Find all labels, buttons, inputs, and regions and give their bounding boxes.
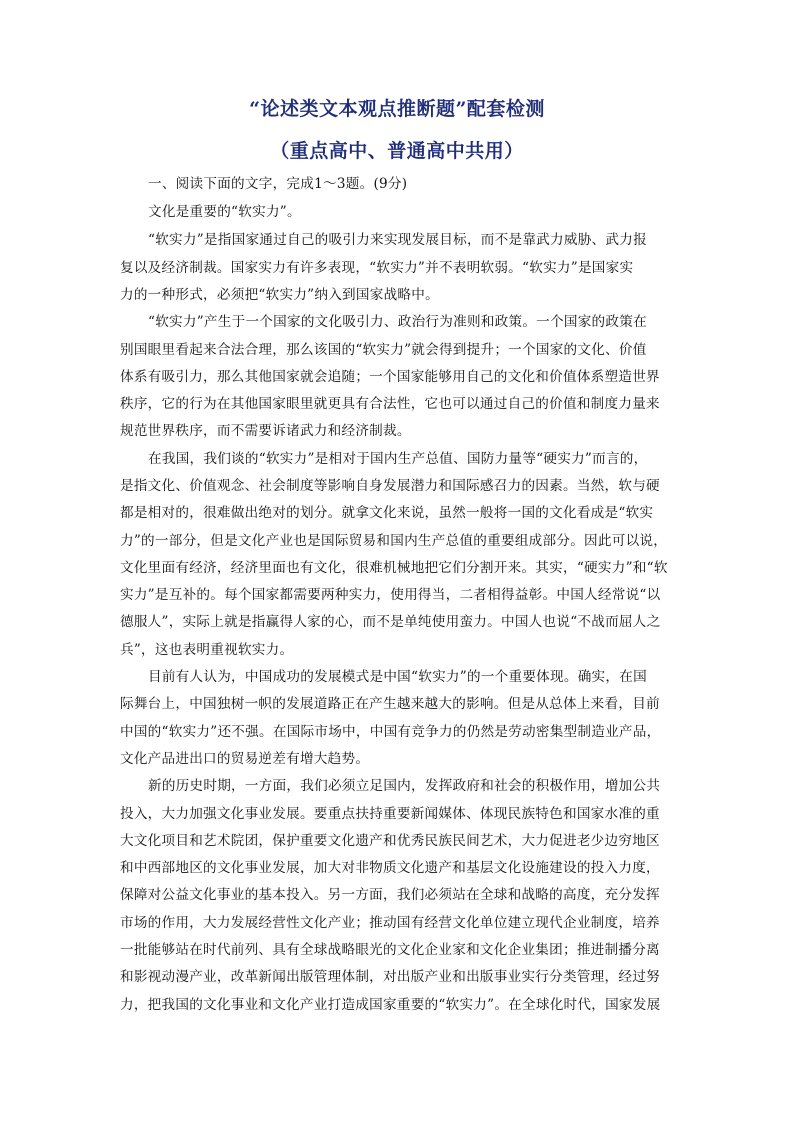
paragraph-line: 和中西部地区的文化事业发展，加大对非物质文化遗产和基层文化设施建设的投入力度， bbox=[120, 860, 660, 876]
document-title: “论述类文本观点推断题”配套检测 bbox=[249, 98, 545, 120]
paragraph-line: 实力”是互补的。每个国家都需要两种实力，使用得当，二者相得益彰。中国人经常说“以 bbox=[120, 587, 661, 603]
question-instruction: 一、阅读下面的文字，完成1～3题。(9分) bbox=[148, 176, 408, 192]
paragraph-line: 大文化项目和艺术院团，保护重要文化遗产和优秀民族民间艺术，大力促进老少边穷地区 bbox=[120, 833, 660, 849]
paragraph-line: 别国眼里看起来合法合理，那么该国的“软实力”就会得到提升；一个国家的文化、价值 bbox=[120, 342, 647, 358]
paragraph-line: 力的一种形式，必须把“软实力”纳入到国家战略中。 bbox=[120, 287, 439, 303]
paragraph-line: 文化里面有经济，经济里面也有文化，很难机械地把它们分割开来。其实，“硬实力”和“软 bbox=[120, 560, 668, 576]
paragraph-line: 秩序，它的行为在其他国家眼里就更具有合法性，它也可以通过自己的价值和制度力量来 bbox=[120, 396, 660, 412]
paragraph-line: 体系有吸引力，那么其他国家就会追随；一个国家能够用自己的文化和价值体系塑造世界 bbox=[120, 369, 660, 385]
paragraph-line: 目前有人认为，中国成功的发展模式是中国“软实力”的一个重要体现。确实，在国 bbox=[148, 669, 647, 685]
paragraph-line: 文化产品进出口的贸易逆差有增大趋势。 bbox=[120, 751, 370, 767]
paragraph-line: 新的历史时期，一方面，我们必须立足国内，发挥政府和社会的积极作用，增加公共 bbox=[148, 778, 661, 794]
paragraph-line: 复以及经济制裁。国家实力有许多表现，“软实力”并不表明软弱。“软实力”是国家实 bbox=[120, 260, 634, 276]
paragraph-line: 投入，大力加强文化事业发展。要重点扶持重要新闻媒体、体现民族特色和国家水准的重 bbox=[120, 806, 660, 822]
paragraph-line: 市场的作用，大力发展经营性文化产业；推动国有经营文化单位建立现代企业制度，培养 bbox=[120, 915, 660, 931]
paragraph-line: 力”的一部分，但是文化产业也是国际贸易和国内生产总值的重要组成部分。因此可以说， bbox=[120, 533, 668, 549]
paragraph-line: 兵”，这也表明重视软实力。 bbox=[120, 642, 294, 658]
passage-heading: 文化是重要的“软实力”。 bbox=[148, 204, 301, 220]
paragraph-line: 力，把我国的文化事业和文化产业打造成国家重要的“软实力”。在全球化时代，国家发展 bbox=[120, 997, 661, 1013]
paragraph-line: 一批能够站在时代前列、具有全球战略眼光的文化企业家和文化企业集团；推进制播分离 bbox=[120, 942, 660, 958]
paragraph-line: 在我国，我们谈的“软实力”是相对于国内生产总值、国防力量等“硬实力”而言的， bbox=[148, 451, 648, 467]
paragraph-line: 保障对公益文化事业的基本投入。另一方面，我们必须站在全球和战略的高度，充分发挥 bbox=[120, 887, 660, 903]
paragraph-line: “软实力”产生于一个国家的文化吸引力、政治行为准则和政策。一个国家的政策在 bbox=[148, 314, 647, 330]
paragraph-line: 际舞台上，中国独树一帜的发展道路正在产生越来越大的影响。但是从总体上来看，目前 bbox=[120, 696, 660, 712]
paragraph-line: 中国的“软实力”还不强。在国际市场中，中国有竞争力的仍然是劳动密集型制造业产品， bbox=[120, 724, 661, 740]
document-subtitle: （重点高中、普通高中共用） bbox=[270, 140, 524, 162]
paragraph-line: 德服人”，实际上就是指赢得人家的心，而不是单纯使用蛮力。中国人也说“不战而屈人之 bbox=[120, 614, 661, 630]
paragraph-line: 规范世界秩序，而不需要诉诸武力和经济制裁。 bbox=[120, 423, 411, 439]
paragraph-line: 是指文化、价值观念、社会制度等影响自身发展潜力和国际感召力的因素。当然，软与硬 bbox=[120, 478, 660, 494]
paragraph-line: 和影视动漫产业，改革新闻出版管理体制，对出版产业和出版事业实行分类管理，经过努 bbox=[120, 969, 660, 985]
paragraph-line: 都是相对的，很难做出绝对的划分。就拿文化来说，虽然一般将一国的文化看成是“软实 bbox=[120, 505, 654, 521]
paragraph-line: “软实力”是指国家通过自己的吸引力来实现发展目标，而不是靠武力威胁、武力报 bbox=[148, 232, 647, 248]
